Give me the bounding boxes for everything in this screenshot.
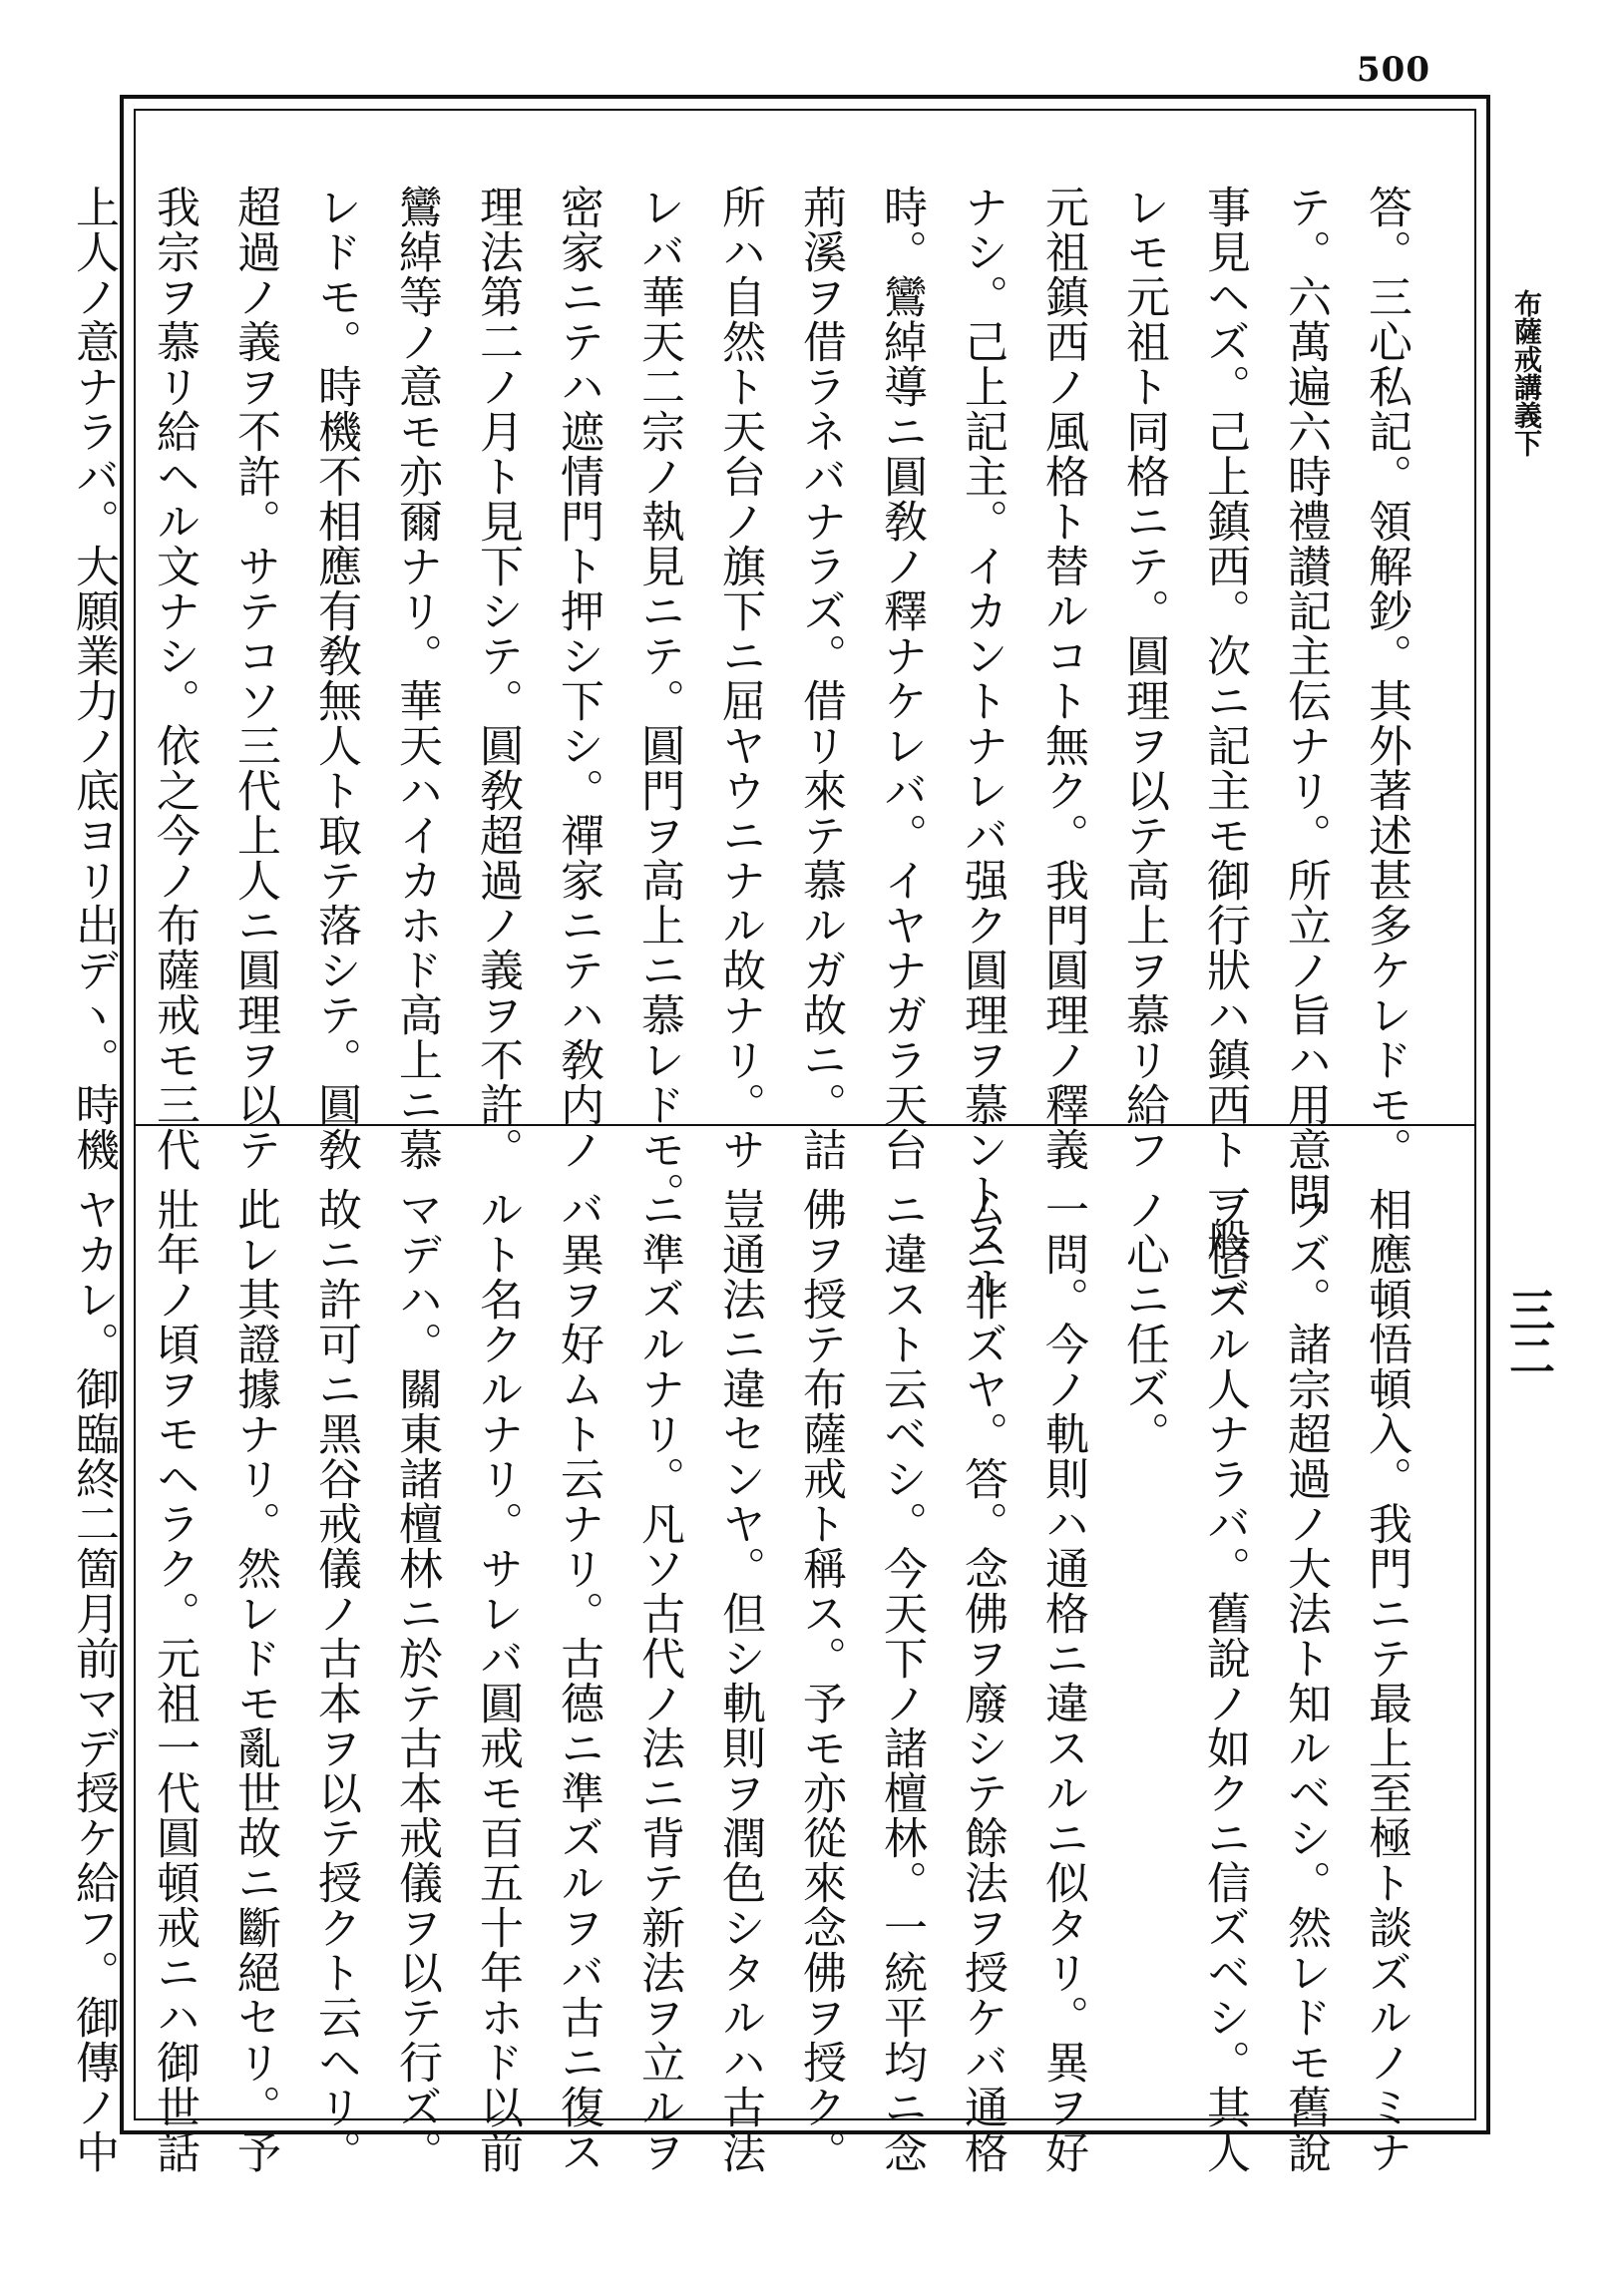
text-column: 事見ヘズ。己上鎮西。次ニ記主モ御行狀ハ鎮西ト一般ニ [1199,185,1250,1307]
text-column: マデハ。關東諸檀林ニ於テ古本戒儀ヲ以テ行ズ。 [391,1187,442,2174]
text-column: 豈通法ニ違センヤ。但シ軌則ヲ潤色シタルハ古法 [714,1187,765,2174]
text-column: 所ハ自然ト天台ノ旗下ニ屈ヤウニナル故ナリ。サ [714,185,765,1172]
text-column: ヤカレ。御臨終二箇月前マデ授ケ給フ。御傳ノ中 [68,1187,119,2174]
running-title: 布薩戒講義下 [1510,289,1543,457]
text-column: ニ準ズルナリ。凡ソ古代ノ法ニ背テ新法ヲ立ルヲ [633,1187,684,2174]
text-column: ルト名クルナリ。サレバ圓戒モ百五十年ホド以前 [472,1187,523,2174]
text-column: ニ違スト云ベシ。今天下ノ諸檀林。一統平均ニ念 [876,1187,927,2174]
text-column: 上人ノ意ナラバ。大願業力ノ底ヨリ出デヽ。時機 [68,185,119,1172]
text-column: 故ニ許可ニ黑谷戒儀ノ古本ヲ以テ授クト云ヘリ。 [310,1187,361,2174]
text-column: 超過ノ義ヲ不許。サテコソ三代上人ニ圓理ヲ以テ [229,185,280,1172]
text-column: レバ華天二宗ノ執見ニテ。圓門ヲ高上ニ慕レドモ。 [633,185,684,1217]
text-column: テ。六萬遍六時禮讃記主伝ナリ。所立ノ旨ハ用意問 [1280,185,1331,1217]
text-column: ヲ信ズル人ナラバ。舊說ノ如クニ信ズベシ。其人 [1199,1187,1250,2174]
text-column: 相應頓悟頓入。我門ニテ最上至極ト談ズルノミナ [1361,1187,1412,2174]
text-column: 一問。今ノ軌則ハ通格ニ違スルニ似タリ。異ヲ好 [1037,1187,1088,2174]
text-column: ラズ。諸宗超過ノ大法ト知ルベシ。然レドモ舊說 [1280,1187,1331,2174]
lower-text-panel [68,1187,1426,2174]
upper-text-panel [68,185,1426,1307]
text-column: 密家ニテハ遮情門ト押シ下シ。禪家ニテハ敎内ノ [553,185,604,1172]
text-column: 此レ其證據ナリ。然レドモ亂世故ニ斷絕セリ。予 [229,1187,280,2174]
text-column: 時。鸞綽導ニ圓敎ノ釋ナケレバ。イヤナガラ天台 [876,185,927,1172]
text-column: ムニ非ズヤ。答。念佛ヲ廢シテ餘法ヲ授ケバ通格 [957,1187,1008,2174]
text-column: ノ心ニ任ズ。 [1118,1187,1169,1456]
text-column: 我宗ヲ慕リ給ヘル文ナシ。依之今ノ布薩戒モ三代 [149,185,200,1172]
text-column: 元祖鎮西ノ風格ト替ルコト無ク。我門圓理ノ釋義 [1037,185,1088,1172]
text-column: 鸞綽等ノ意モ亦爾ナリ。華天ハイカホド高上ニ慕 [391,185,442,1172]
text-column: バ異ヲ好ムト云ナリ。古德ニ準ズルヲバ古ニ復ス [553,1187,604,2174]
text-column: レドモ。時機不相應有敎無人ト取テ落シテ。圓敎 [310,185,361,1172]
text-column: レモ元祖ト同格ニテ。圓理ヲ以テ高上ヲ慕リ給フ [1118,185,1169,1172]
text-column: 壯年ノ頃ヲモヘラク。元祖一代圓頓戒ニハ御世話 [149,1187,200,2174]
text-column: 理法第二ノ月ト見下シテ。圓敎超過ノ義ヲ不許。 [472,185,523,1172]
text-column: 答。三心私記。領解鈔。其外著述甚多ケレドモ。 [1361,185,1412,1172]
text-column: 佛ヲ授テ布薩戒ト稱ス。予モ亦從來念佛ヲ授ク。 [795,1187,846,2174]
text-column: ナシ。己上記主。イカントナレバ强ク圓理ヲ慕ントスル [957,185,1008,1307]
folio-number: 三二 [1502,1287,1556,1378]
page-number: 500 [1357,50,1430,90]
text-column: 荊溪ヲ借ラネバナラズ。借リ來テ慕ルガ故ニ。詰 [795,185,846,1172]
